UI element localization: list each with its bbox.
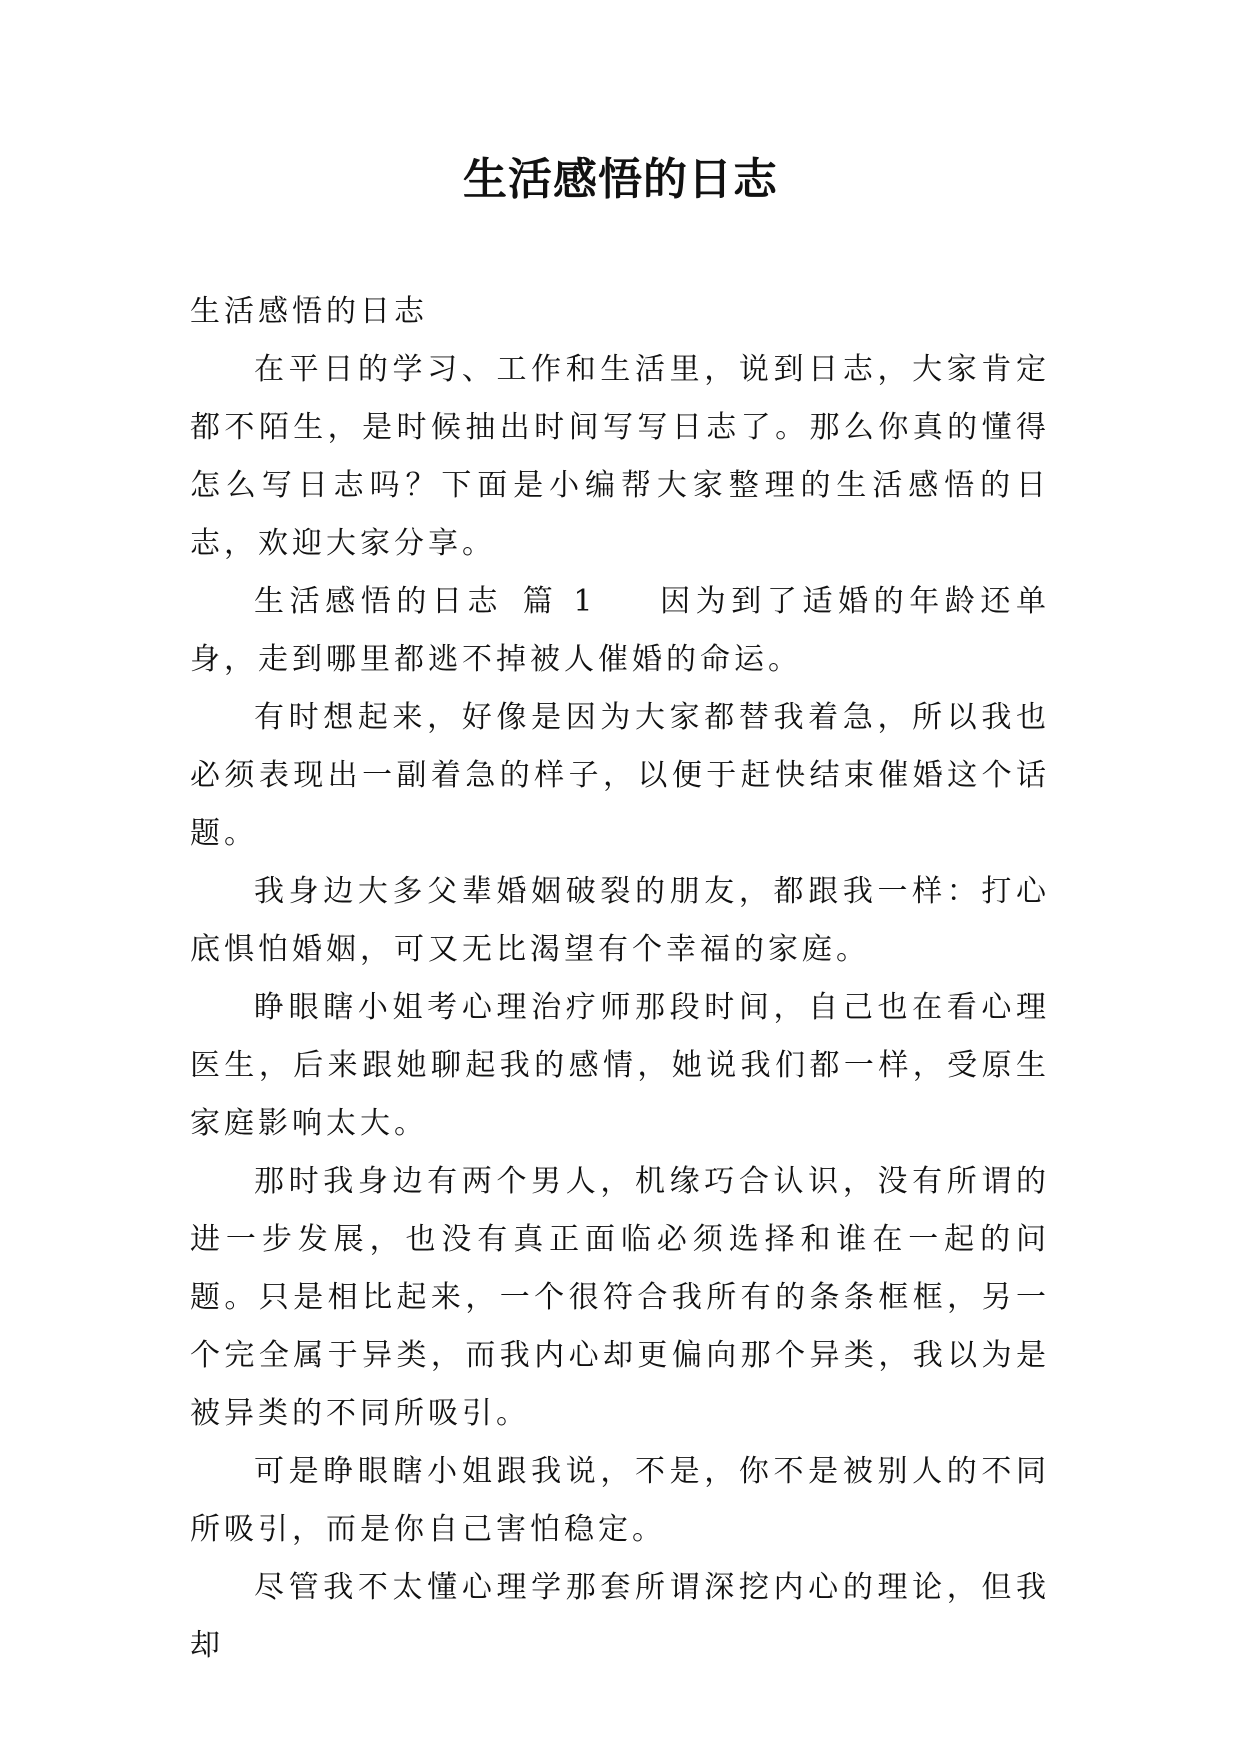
body-paragraph: 睁眼瞎小姐考心理治疗师那段时间，自己也在看心理医生，后来跟她聊起我的感情，她说我们都一样，受原生家庭影响太大。 [190, 990, 1050, 1141]
document-body [190, 283, 1050, 1675]
body-paragraph: 我身边大多父辈婚姻破裂的朋友，都跟我一样：打心底惧怕婚姻，可又无比渴望有个幸福的家庭。 [190, 874, 1050, 967]
body-paragraph: 尽管我不太懂心理学那套所谓深挖内心的理论，但我却 [190, 1570, 1050, 1663]
document-subtitle: 生活感悟的日志 [190, 294, 428, 329]
body-paragraph: 有时想起来，好像是因为大家都替我着急，所以我也必须表现出一副着急的样子，以便于赶快结束催婚这个话题。 [190, 700, 1050, 851]
section-label: 篇 1 [521, 584, 597, 619]
body-paragraph: 那时我身边有两个男人，机缘巧合认识，没有所谓的进一步发展，也没有真正面临必须选择和谁在一起的问题。只是相比起来，一个很符合我所有的条条框框，另一个完全属于异类，而我内心却更偏向那个异类，我以为是被异类的不同所吸引。 [190, 1164, 1050, 1431]
section-lead-text: 因为到了适婚的年龄还单身，走到哪里都逃不掉被人催婚的命运。 [190, 584, 1051, 677]
section-heading-paragraph [190, 573, 1050, 689]
document-title: 生活感悟的日志 [463, 154, 778, 205]
body-paragraph: 可是睁眼瞎小姐跟我说，不是，你不是被别人的不同所吸引，而是你自己害怕稳定。 [190, 1454, 1050, 1547]
intro-paragraph: 在平日的学习、工作和生活里，说到日志，大家肯定都不陌生，是时候抽出时间写写日志了。那么你真的懂得怎么写日志吗？下面是小编帮大家整理的生活感悟的日志，欢迎大家分享。 [190, 352, 1050, 561]
section-title: 生活感悟的日志 [254, 584, 504, 619]
